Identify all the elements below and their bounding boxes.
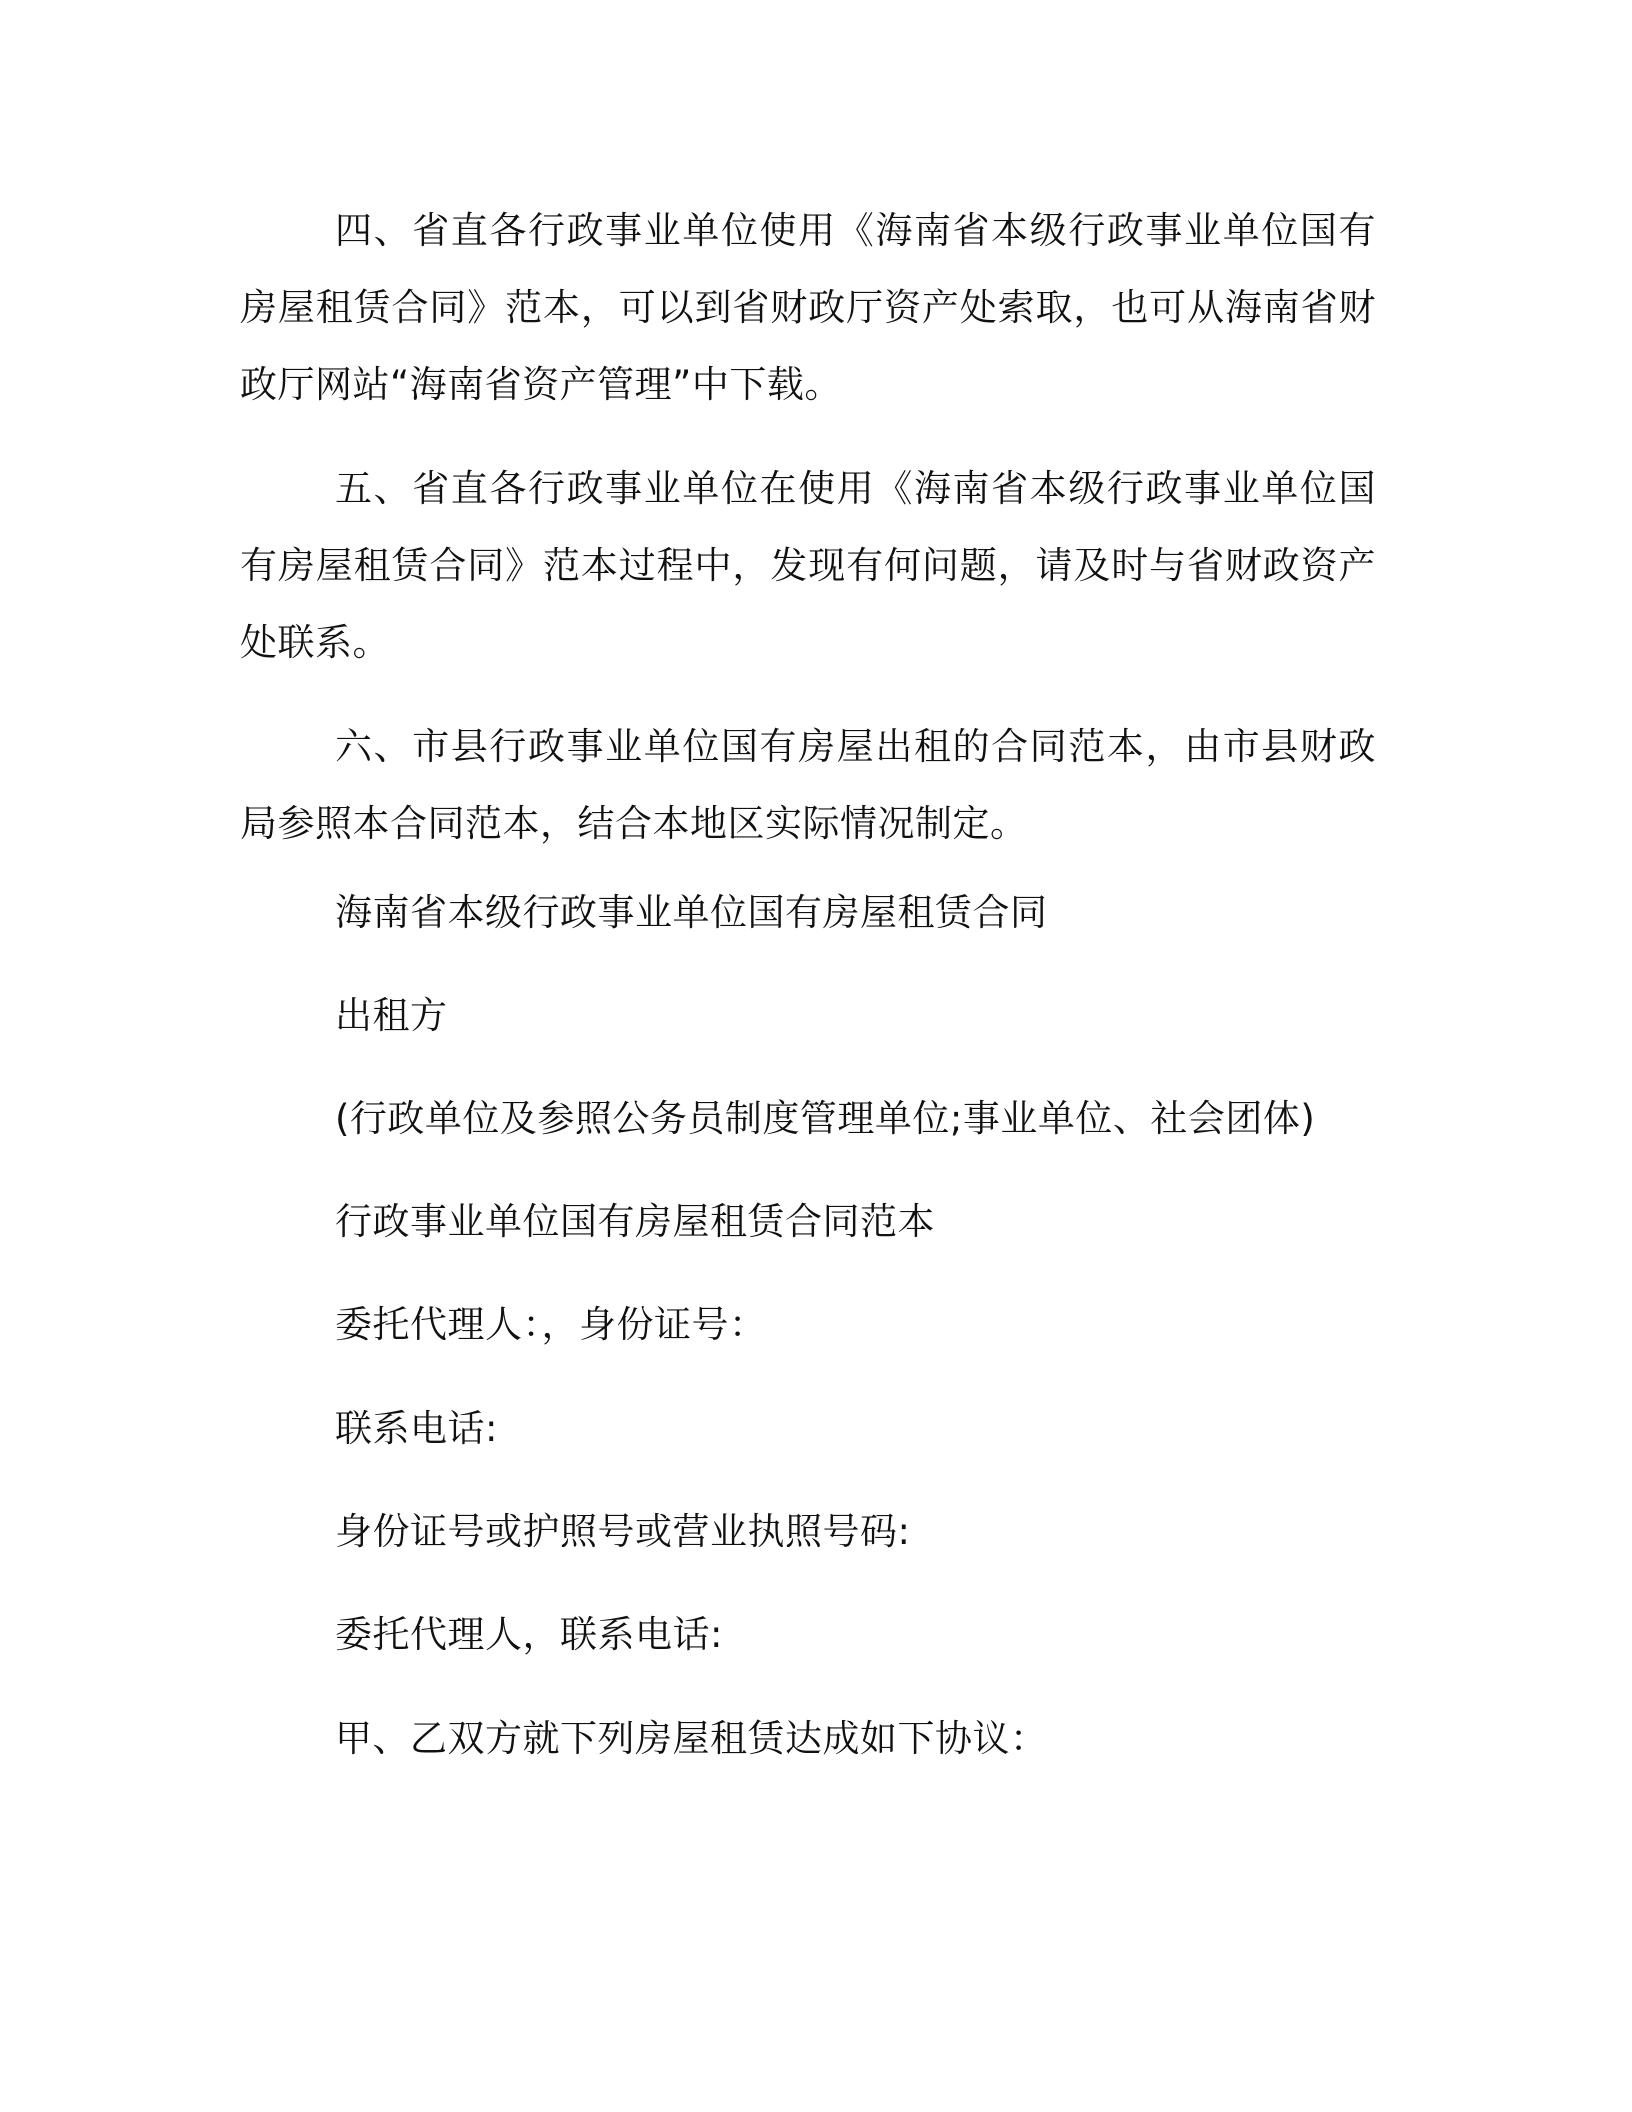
paragraph-item-6: 六、市县行政事业单位国有房屋出租的合同范本，由市县财政局参照本合同范本，结合本地区实际情况制定。 (240, 725, 1376, 845)
agent-id-field: 委托代理人：，身份证号： (335, 1303, 767, 1346)
lessor-label: 出租方 (335, 994, 448, 1037)
lessor-type-note: (行政单位及参照公务员制度管理单位;事业单位、社会团体) (335, 1097, 1316, 1140)
agreement-intro: 甲、乙双方就下列房屋租赁达成如下协议： (335, 1717, 1048, 1760)
paragraph-item-4: 四、省直各行政事业单位使用《海南省本级行政事业单位国有房屋租赁合同》范本，可以到省财政厅资产处索取，也可从海南省财政厅网站“海南省资产管理”中下载。 (240, 209, 1376, 406)
agent-phone-field: 委托代理人，联系电话: (335, 1613, 723, 1656)
phone-field: 联系电话: (335, 1407, 498, 1450)
contract-template-title: 行政事业单位国有房屋租赁合同范本 (335, 1200, 935, 1243)
paragraph-item-5: 五、省直各行政事业单位在使用《海南省本级行政事业单位国有房屋租赁合同》范本过程中，发现有何问题，请及时与省财政资产处联系。 (240, 467, 1376, 664)
contract-title: 海南省本级行政事业单位国有房屋租赁合同 (335, 891, 1048, 934)
id-passport-license-field: 身份证号或护照号或营业执照号码: (335, 1510, 911, 1553)
